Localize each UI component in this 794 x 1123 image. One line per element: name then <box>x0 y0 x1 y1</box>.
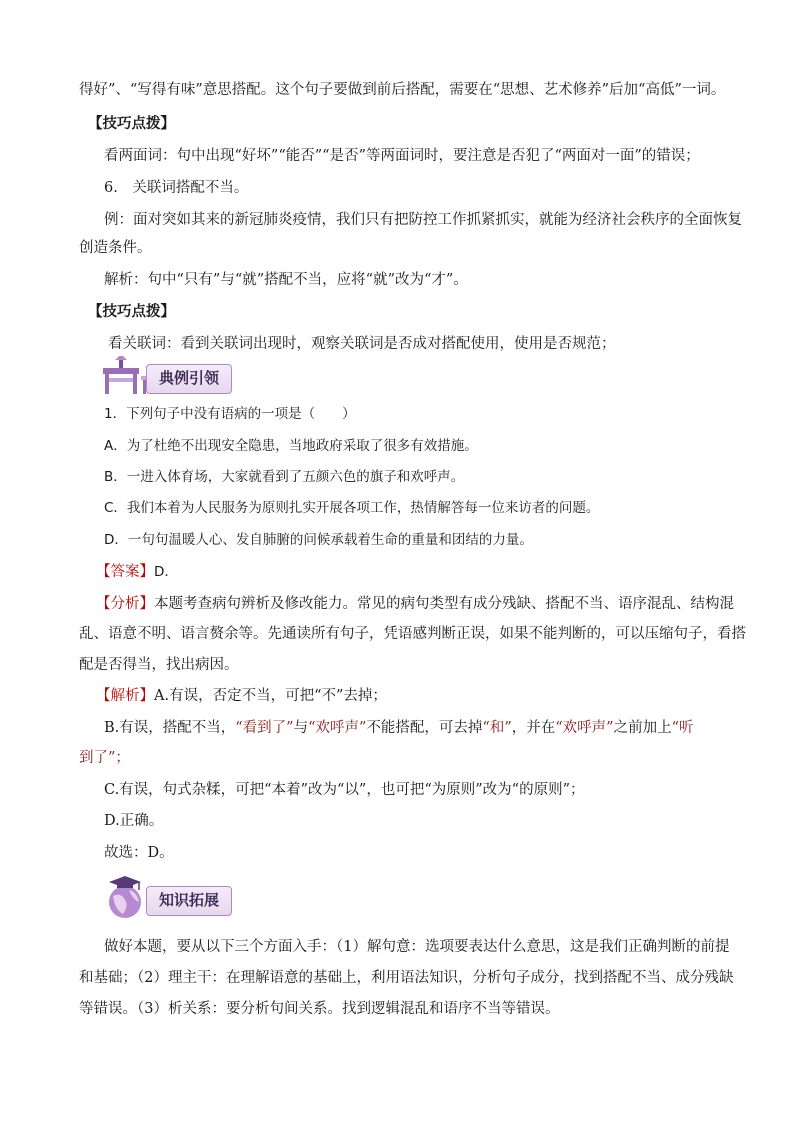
option-d: D．一句句温暖人心、发自肺腑的问候承载着生命的重量和团结的力量。 <box>104 532 533 548</box>
explain-d: D.正确。 <box>104 813 164 829</box>
answer-tag: 【答案】 <box>96 564 154 580</box>
text-line: 看关联词：看到关联词出现时，观察关联词是否成对搭配使用，使用是否规范； <box>108 336 616 352</box>
question-stem: 1．下列句子中没有语病的一项是（ ） <box>104 406 356 422</box>
analysis-text: 乱、语意不明、语言赘余等。先通读所有句子，凭语感判断正误，如果不能判断的，可以压缩句子，看搭 <box>79 626 746 642</box>
explain-line <box>96 686 387 706</box>
text-line: 例：面对突如其来的新冠肺炎疫情，我们只有把防控工作抓紧抓实，就能为经济社会秩序的全面恢复 <box>104 212 742 228</box>
choice-line: 故选：D。 <box>104 845 174 861</box>
answer-line <box>96 562 178 582</box>
tip-heading: 【技巧点拨】 <box>88 115 175 132</box>
explain-a: A.有误，否定不当，可把“不”去掉； <box>154 688 387 704</box>
globe-cap-icon <box>103 874 149 920</box>
analysis-text: 本题考查病句辨析及修改能力。常见的病句类型有成分残缺、搭配不当、语序混乱、结构混 <box>154 596 734 612</box>
tip-heading: 【技巧点拨】 <box>88 303 175 320</box>
analysis-tag: 【分析】 <box>96 596 154 612</box>
text-line: 得好”、“写得有味”意思搭配。这个句子要做到前后搭配，需要在“思想、艺术修养”后加“高低”一词。 <box>79 82 726 98</box>
explain-b: B.有误，搭配不当，“看到了”与“欢呼声”不能搭配，可去掉“和”，并在“欢呼声”之前加上“听 <box>104 720 694 736</box>
option-c: C．我们本着为人民服务为原则扎实开展各项工作，热情解答每一位来访者的问题。 <box>104 500 600 516</box>
section-label-knowledge: 知识拓展 <box>146 886 232 916</box>
text-line: 看两面词：句中出现“好坏”“能否”“是否”等两面词时，要注意是否犯了“两面对一面”的错误； <box>104 148 700 164</box>
expand-text: 等错误。（3）析关系：要分析句间关系。找到逻辑混乱和语序不当等错误。 <box>79 1001 560 1017</box>
text-line: 创造条件。 <box>79 240 152 256</box>
answer-value: D． <box>154 564 178 580</box>
option-a: A．为了杜绝不出现安全隐患，当地政府采取了很多有效措施。 <box>104 438 478 454</box>
section-label-examples: 典例引领 <box>146 364 232 394</box>
explain-b-cont: 到了”； <box>79 750 130 766</box>
explain-tag: 【解析】 <box>96 688 154 704</box>
analysis-line <box>96 594 734 614</box>
analysis-text: 配是否得当，找出病因。 <box>79 657 239 673</box>
explain-c: C.有误，句式杂糅，可把“本着”改为“以”，也可把“为原则”改为“的原则”； <box>104 782 585 798</box>
expand-text: 做好本题，要从以下三个方面入手：（1）解句意：选项要表达什么意思，这是我们正确判断的前提 <box>104 939 730 955</box>
text-line: 解析：句中“只有”与“就”搭配不当，应将“就”改为“才”。 <box>104 272 468 288</box>
expand-text: 和基础；（2）理主干：在理解语意的基础上，利用语法知识，分析句子成分，找到搭配不当、成分残缺 <box>79 970 734 986</box>
text-line: 6. 关联词搭配不当。 <box>104 180 249 196</box>
option-b: B．一进入体育场，大家就看到了五颜六色的旗子和欢呼声。 <box>104 469 465 485</box>
